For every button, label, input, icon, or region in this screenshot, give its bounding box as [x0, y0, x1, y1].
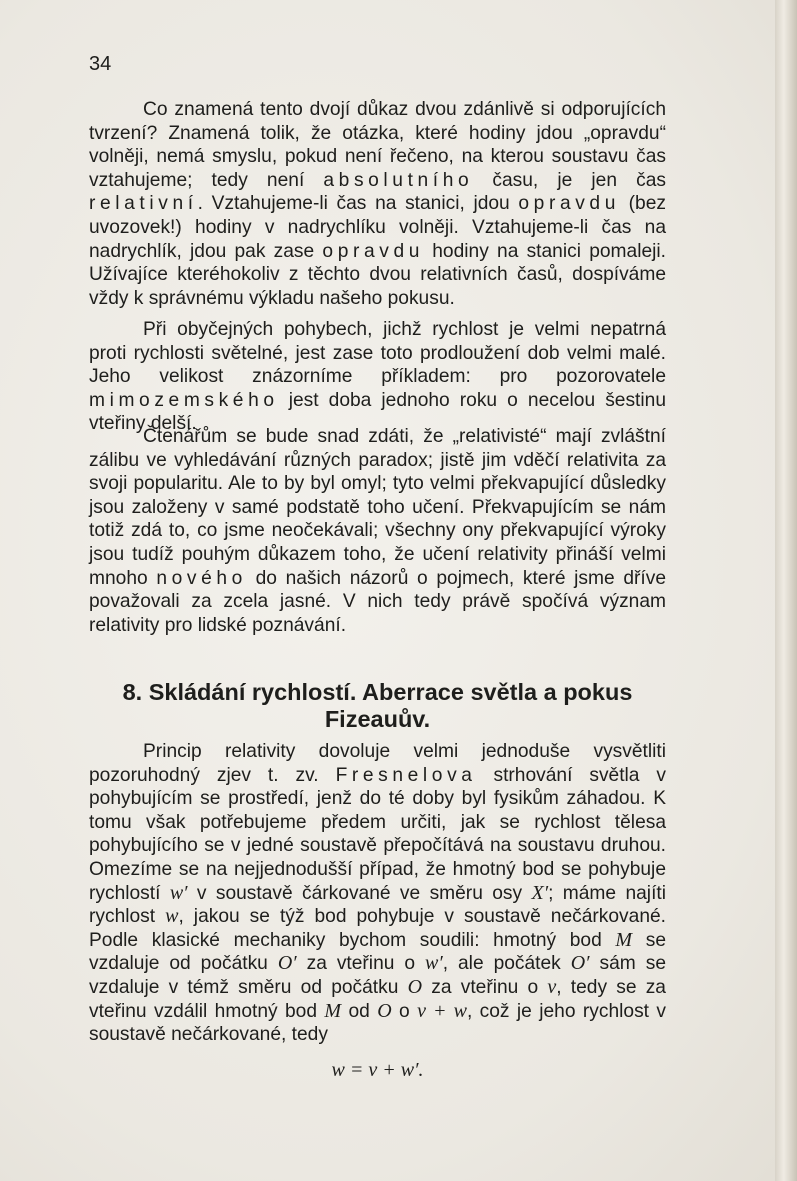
spaced-term: Fresnelova [335, 764, 477, 786]
math-symbol: O′ [277, 952, 297, 975]
page-number: 34 [89, 53, 112, 75]
math-symbol: O [407, 975, 423, 998]
spaced-term: relativní [89, 193, 198, 215]
math-symbol: O′ [570, 952, 590, 975]
math-symbol: M [615, 928, 633, 951]
spaced-term: absolutního [323, 169, 474, 191]
page-edge [775, 0, 797, 1181]
math-symbol: M [324, 999, 342, 1022]
spaced-term: opravdu [518, 193, 620, 215]
math-symbol: w [165, 905, 179, 928]
paragraph-4: Princip relativity dovoluje velmi jednoduše vysvětliti pozoruhodný zjev t. zv. Fresnelova strhování světla v pohybujícím se prostředí, jenž do té doby byl fysikům záhadou. K tomu však potřebujeme předem určiti, jak se rychlost tělesa pohybujícího se v jedné soustavě přepočítává na soustavu druhou. Omezíme se na nejjednodušší případ, že hmotný bod se pohybuje rychlostí w′ v soustavě čárkované ve směru osy X′; máme najíti rychlost w, jakou se týž bod pohybuje v soustavě nečárkované. Podle klasické mechaniky bychom soudili: hmotný bod M se vzdaluje od počátku O′ za vteřinu o w′, ale počátek O′ sám se vzdaluje v témž směru od počátku O za vteřinu o v, tedy se za vteřinu vzdálil hmotný bod M od O o v + w, což je jeho rychlost v soustavě nečárkované, tedy [89, 741, 666, 1046]
section-heading: 8. Skládání rychlostí. Aberrace světla a pokus Fizeauův. [122, 679, 633, 732]
paragraph-2: Při obyčejných pohybech, jichž rychlost je velmi nepatrná proti rychlosti světelné, jest zase toto prodloužení dob velmi malé. Jeho velikost znázorníme příkladem: pro pozorovatele mimozemského jest doba jednoho roku o necelou šestinu vteřiny delší. [89, 319, 666, 435]
math-symbol: O [377, 999, 392, 1022]
math-symbol: w′ [169, 881, 188, 904]
math-symbol: w′ [425, 952, 443, 975]
paragraph-3: Čtenářům se bude snad zdáti, že „relativisté“ mají zvláštní zálibu ve vyhledávání různých paradox; jistě jim vděčí relativita za svoji popularitu. Ale to by byl omyl; tyto velmi překvapující důsledky jsou založeny v samé podstatě toho učení. Překvapujícím se nám totiž zdá to, co jsme neočekávali; všechny ony překvapující výroky jsou tudíž pouhým důkazem toho, že učení relativity přináší velmi mnoho nového do našich názorů o pojmech, které jsme dříve považovali za zcela jasné. V nich tedy právě spočívá význam relativity pro lidské poznávání. [89, 426, 666, 636]
math-symbol: X′ [531, 881, 549, 904]
math-symbol: v [547, 975, 557, 998]
spaced-term: opravdu [322, 240, 425, 262]
math-symbol: v + w [417, 999, 467, 1022]
paragraph-1: Co znamená tento dvojí důkaz dvou zdánlivě si odporujících tvrzení? Znamená tolik, že otázka, které hodiny jdou „opravdu“ volněji, nemá smyslu, pokud není řečeno, na kterou soustavu čas vztahujeme; tedy není absolutního času, je jen čas relativní. Vztahujeme-li čas na stanici, jdou opravdu (bez uvozovek!) hodiny v nadrychlíku volněji. Vztahujeme-li čas na nadrychlík, jdou pak zase opravdu hodiny na stanici pomaleji. Užívajíce kteréhokoliv z těchto dvou relativních časů, dospíváme vždy k správnému výkladu našeho pokusu. [89, 99, 666, 309]
spaced-term: nového [156, 567, 247, 589]
spaced-term: mimozemského [89, 389, 279, 411]
velocity-formula: w = v + w′. [331, 1059, 424, 1081]
